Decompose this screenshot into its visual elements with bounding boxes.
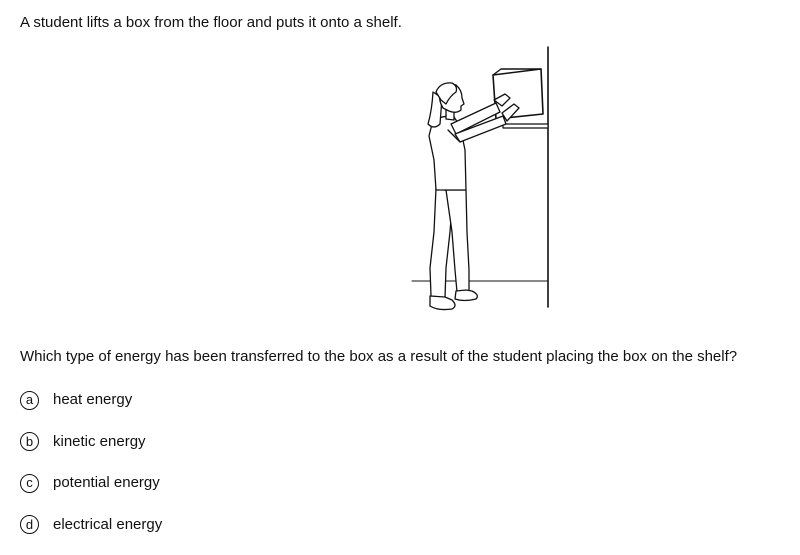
answer-choices [20,389,162,555]
choice-label[interactable]: electrical energy [53,515,163,533]
choice-letter-badge[interactable]: d [20,515,39,534]
choice-letter-badge[interactable]: b [20,432,39,451]
question-text: Which type of energy has been transferred to the box as a result of the student placing the box on the shelf? [20,348,738,365]
choice-label[interactable]: kinetic energy [53,432,146,450]
choice-label[interactable]: potential energy [53,474,160,491]
choice-letter-badge[interactable]: a [20,391,39,410]
choice-c[interactable] [20,472,162,494]
choice-d[interactable] [20,514,162,536]
question-stem: A student lifts a box from the floor and puts it onto a shelf. [20,14,402,31]
box [493,69,543,119]
student-lifting-box-illustration [405,45,555,315]
choice-a[interactable] [20,389,162,411]
choice-letter-badge[interactable]: c [20,474,39,493]
shelf [503,124,548,128]
choice-b[interactable] [20,431,162,453]
choice-label[interactable]: heat energy [53,391,133,408]
student-figure [428,83,519,310]
